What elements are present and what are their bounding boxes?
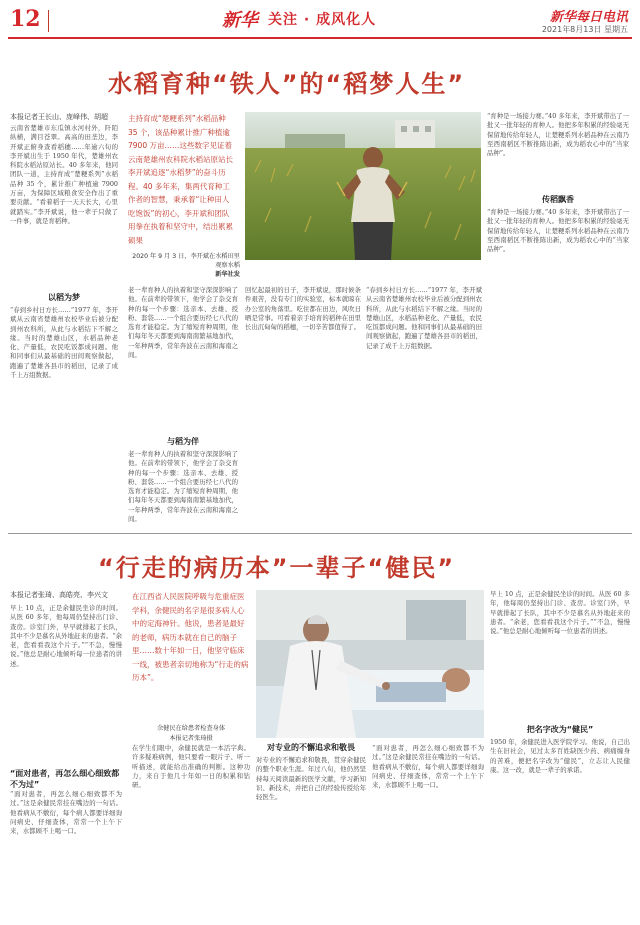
article2-headline: “行走的病历本”一辈子“健民” — [98, 554, 456, 582]
section-title: 关注 · 成风化人 — [268, 12, 377, 28]
article2-subhead-1: “面对患者，再怎么细心细致都不为过” — [10, 769, 120, 789]
article1-col1: 云南省楚雄市东瓜镇水河村外，阡陌纵横，满目苍翠。高高的田垄边，李开斌正俯身查看稻穗……年逾六旬的李开斌出生于 1950 年代，楚雄州农科院水稻站原站长。40 多年来，他同团队一道，主持育成“楚粳系列”水稻品种 35 个，累计推广种植逾 7900 万亩，为保障区域粮食安全作出了重要贡献。“看着稻子一天天长大，心里就踏实。”李开斌说，他一辈子只做了一件事，就是育稻种。 — [10, 124, 118, 225]
article2-col4: 对专业的不懈追求和敬畏，贯穿余健民的整个职业生涯。年过八旬，他仍然坚持每天阅读最新的医学文献，学习新知识、新技术，并把自己的经验传授给年轻医生。 — [256, 756, 366, 802]
page-header — [0, 0, 640, 40]
article1-subhead-2: 与稻为伴 — [167, 437, 199, 446]
article1-col4b: “春到乡村日方长……”1977 年，李开斌从云南省楚雄州农校毕业后被分配到州农科所，从此与水稻结下不解之缘。当时的楚雄山区，水稻品种老化、产量低，农民吃饭都成问题。他和同事们从最基础的田间观察做起，跑遍了楚雄各县市的稻田，记录了成千上万组数据。 — [366, 286, 482, 350]
article2-photo-credit: 本报记者张琦摄 — [169, 735, 213, 742]
article2-col5-top: 早上 10 点，正是余健民坐诊的时间。从医 60 多年，他每周仍坚持出门诊、查房。诊室门外，早早就排起了长队，其中不少是慕名从外地赶来的患者。“余老，您看看我这个片子。”“不急，慢慢说。”他总是耐心地倾听每一位患者的讲述。 — [490, 590, 630, 636]
article1-subhead-3: 传稻飘香 — [542, 195, 574, 204]
article2-subhead-3: 把名字改为“健民” — [526, 725, 594, 734]
article2-byline: 本报记者张琦、高皓亮、李兴文 — [10, 591, 108, 599]
article2-pullquote: 在江西省人民医院呼吸与危重症医学科，余健民的名字是很多病人心中的定海神针。他说，患者是最好的老师，病历本就在自己的脑子里……数十年如一日，他坚守临床一线，被患者亲切地称为“行走的病历本”。 — [132, 592, 249, 682]
article1-col3: 老一辈育种人的执着和坚守深深影响了他。在前辈的带领下，他学会了杂交育种的每一个步骤：选亲本、去雄、授粉、套袋……一个组合要历经七八代的选育才能稳定。为了缩短育种周期，他们每年冬天都要到海南南繁基地加代，一年种两季，常年奔波在云南和海南之间。 — [128, 286, 238, 360]
article2-col1: 早上 10 点，正是余健民坐诊的时间。从医 60 多年，他每周仍坚持出门诊、查房。诊室门外，早早就排起了长队，其中不少是慕名从外地赶来的患者。“余老，您看看我这个片子。”“不急，慢慢说。”他总是耐心地倾听每一位患者的讲述。 — [10, 604, 122, 668]
article1-photo-caption: 2020 年 9 月 3 日，李开斌在水稻田里观察水稻 — [132, 253, 240, 269]
article2-photo-caption: 余健民在给患者检查身体 — [156, 725, 226, 732]
header-rule — [8, 37, 632, 39]
rice-field-image — [245, 112, 481, 260]
article2-col3: 在学生们眼中，余健民就是一本活字典。许多疑难病例，他只要看一眼片子、听一听描述，就能给出准确的判断。这种功力，来自于他几十年如一日的积累和钻研。 — [132, 744, 250, 790]
article1-col4: 回忆起最初的日子，李开斌说，那时候条件艰苦，没有专门的实验室，标本就晾在办公室的角落里。吃住都在田边，风吹日晒是常事。可看着亲手培育的稻种在田里长出沉甸甸的稻穗，一切辛苦都值得了。 — [245, 286, 361, 332]
article1-col3b: 老一辈育种人的执着和坚守深深影响了他。在前辈的带领下，他学会了杂交育种的每一个步骤：选亲本、去雄、授粉、套袋……一个组合要历经七八代的选育才能稳定。为了缩短育种周期，他们每年冬天都要到海南南繁基地加代，一年种两季，常年奔波在云南和海南之间。 — [128, 450, 238, 524]
article-divider — [8, 533, 632, 534]
doctor-examining-patient-image — [256, 590, 484, 738]
article2-col2: “面对患者，再怎么细心细致都不为过。”这是余健民常挂在嘴边的一句话。他看病从不敷衍，每个病人都要详细询问病史、仔细查体，常常一个上午下来，水都顾不上喝一口。 — [10, 790, 122, 836]
article1-byline: 本报记者王长山、庞峰伟、胡超 — [10, 113, 108, 121]
article2-col4b: “面对患者，再怎么细心细致都不为过。”这是余健民常挂在嘴边的一句话。他看病从不敷衍，每个病人都要详细询问病史、仔细查体，常常一个上午下来，水都顾不上喝一口。 — [372, 744, 484, 790]
article1-pullquote: 主持育成“楚粳系列”水稻品种 35 个，该品种累计推广种植逾 7900 万亩……这些数字见证着云南楚雄州农科院水稻站原站长李开斌追逐“水稻梦”的奋斗历程。40 多年来，集两代育种工作者的智慧，秉承着“让种田人吃饱饭”的初心，李开斌和团队用拳在执着和坚守中，结出累累硕果 — [128, 114, 233, 245]
article1-col5: “育种是一场接力赛。”40 多年来，李开斌带出了一批又一批年轻的育种人。他把多年积累的经验毫无保留地传给年轻人，让楚粳系列水稻品种在云南乃至西南稻区不断推陈出新，成为稻农心中的“当家品种”。 — [487, 208, 629, 254]
article2-photo — [256, 590, 484, 738]
article1-photo — [245, 112, 481, 260]
brand-logo: 新华 — [222, 10, 258, 31]
issue-date: 2021年8月13日 星期五 — [541, 25, 628, 34]
paper-name: 新华每日电讯 — [549, 10, 628, 25]
article2-subhead-2: 对专业的不懈追求和敬畏 — [267, 743, 355, 752]
page-number: 12 — [10, 6, 41, 32]
article2-col5: 1950 年，余健民进入医学院学习。他说，自己出生在旧社会，见过太多百姓缺医少药、病痛缠身的苦难，便把名字改为“健民”，立志让人民健康。这一改，就是一辈子的承诺。 — [490, 738, 630, 774]
article1-col2: “春到乡村日方长……”1977 年，李开斌从云南省楚雄州农校毕业后被分配到州农科所，从此与水稻结下不解之缘。当时的楚雄山区，水稻品种老化、产量低，农民吃饭都成问题。他和同事们从最基础的田间观察做起，跑遍了楚雄各县市的稻田，记录了成千上万组数据。 — [10, 306, 118, 380]
article1-subhead-1: 以稻为梦 — [48, 293, 80, 302]
article1-headline: 水稻育种“铁人”的“稻梦人生” — [108, 70, 466, 98]
article1-photo-credit: 新华社发 — [215, 271, 240, 278]
article1-col5-top: “育种是一场接力赛。”40 多年来，李开斌带出了一批又一批年轻的育种人。他把多年积累的经验毫无保留地传给年轻人，让楚粳系列水稻品种在云南乃至西南稻区不断推陈出新，成为稻农心中的“当家品种”。 — [487, 112, 629, 158]
page-number-divider — [48, 10, 49, 32]
